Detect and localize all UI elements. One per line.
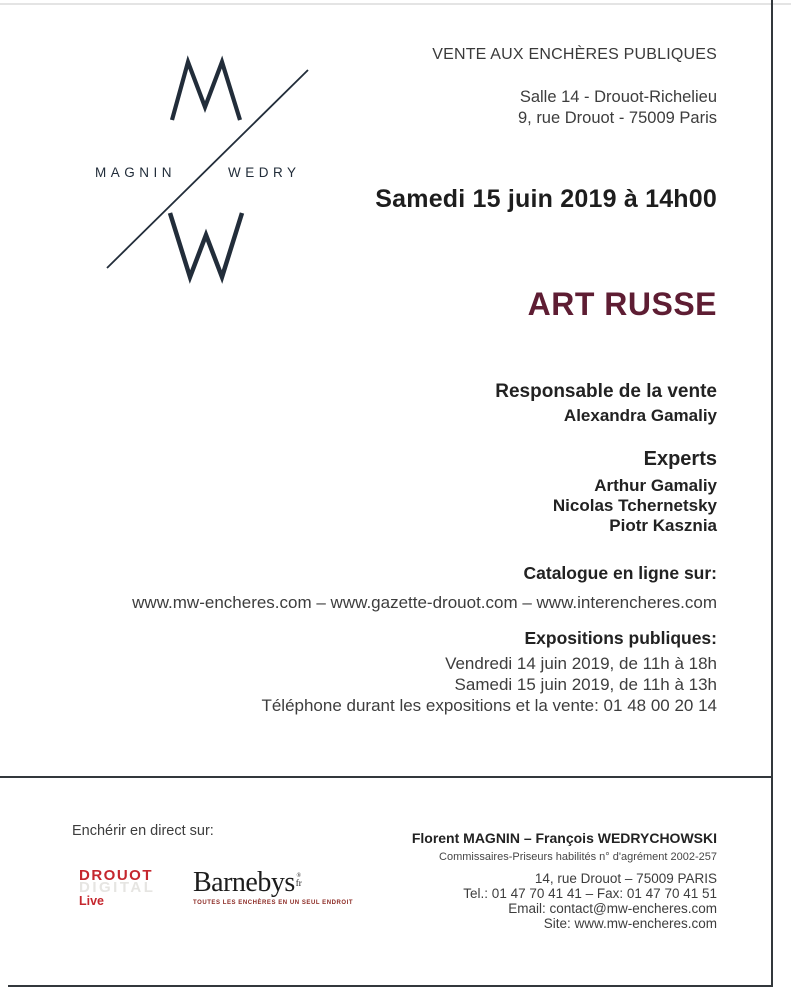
barnebys-logo [193, 867, 354, 906]
catalogue-heading: Catalogue en ligne sur: [523, 563, 717, 583]
bid-live-label: Enchérir en direct sur: [72, 823, 214, 839]
address-line: 14, rue Drouot – 75009 PARIS [534, 871, 717, 886]
logo-text-wedry: WEDRY [228, 165, 301, 180]
site-line: Site: www.mw-encheres.com [543, 916, 717, 931]
registered-mark-icon: ® [296, 873, 302, 879]
accreditation-line: Commissaires-Priseurs habilités n° d'agrément 2002-257 [439, 851, 717, 863]
drouot-live-word: Live [79, 894, 105, 908]
logo-text-magnin: MAGNIN [95, 165, 176, 180]
expositions-heading: Expositions publiques: [524, 628, 717, 648]
barnebys-wordmark [193, 867, 353, 898]
barnebys-tld-mark [296, 873, 302, 888]
expert-name: Piotr Kasznia [609, 516, 717, 535]
exposition-date: Samedi 15 juin 2019, de 11h à 13h [454, 675, 717, 694]
venue-line-address: 9, rue Drouot - 75009 Paris [517, 109, 717, 127]
sale-datetime: Samedi 15 juin 2019 à 14h00 [375, 185, 717, 213]
sale-type-heading: VENTE AUX ENCHÈRES PUBLIQUES [432, 46, 717, 63]
venue-block [60, 87, 717, 129]
catalogue-block [60, 563, 717, 613]
barnebys-tld: fr [295, 878, 302, 888]
barnebys-tagline: TOUTES LES ENCHÈRES EN UN SEUL ENDROIT [193, 900, 354, 906]
expositions-lines [60, 653, 717, 716]
logo-w-glyph [170, 213, 242, 277]
magnin-wedry-logo-art [85, 40, 335, 285]
commissaires-names: Florent MAGNIN – François WEDRYCHOWSKI [411, 830, 717, 846]
page-right-border [771, 0, 773, 987]
page-bottom-border [8, 985, 773, 987]
venue-line-salle: Salle 14 - Drouot-Richelieu [519, 88, 717, 106]
responsable-name: Alexandra Gamaliy [563, 406, 717, 425]
auction-house-contact-block [412, 830, 717, 931]
drouot-digital-word: DIGITAL [79, 879, 156, 896]
drouot-logo-word: DROUOT [79, 867, 153, 884]
experts-list [60, 476, 717, 536]
experts-heading: Experts [643, 448, 717, 470]
expert-name: Nicolas Tchernetsky [552, 496, 717, 515]
email-line: Email: contact@mw-encheres.com [508, 901, 717, 916]
page-top-edge-line [0, 3, 791, 5]
tel-fax-line: Tel.: 01 47 70 41 41 – Fax: 01 47 70 41 51 [463, 886, 717, 901]
barnebys-name: Barnebys [193, 867, 295, 898]
catalogue-urls: www.mw-encheres.com – www.gazette-drouot.com – www.interencheres.com [132, 593, 717, 612]
footer-separator-line [0, 776, 773, 778]
expert-name: Arthur Gamaliy [594, 476, 717, 495]
expositions-block [60, 628, 717, 716]
magnin-wedry-logo [85, 40, 335, 285]
sale-title: ART RUSSE [527, 286, 717, 322]
responsable-block [60, 381, 717, 426]
drouot-digital-live-logo [79, 868, 174, 908]
experts-block [60, 448, 717, 536]
responsable-heading: Responsable de la vente [495, 381, 717, 402]
contact-address-lines [412, 871, 717, 931]
exposition-date: Vendredi 14 juin 2019, de 11h à 18h [445, 654, 717, 673]
expositions-phone-line: Téléphone durant les expositions et la vente: 01 48 00 20 14 [261, 696, 717, 715]
